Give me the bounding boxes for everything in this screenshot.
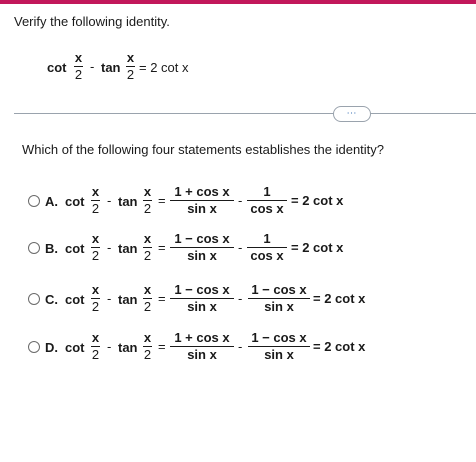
frac-x-over-2 (91, 185, 100, 215)
frac-den: sin x (264, 347, 294, 362)
option-letter: B. (45, 241, 58, 256)
frac-num: x (143, 282, 152, 297)
minus-sign: - (238, 240, 243, 255)
frac-den: 2 (143, 248, 152, 263)
frac-num: x (91, 184, 100, 199)
cot-label: cot (47, 60, 67, 75)
option-result: = 2 cot x (291, 240, 344, 255)
frac-x-over-2 (143, 232, 152, 262)
frac-x-over-2 (143, 331, 152, 361)
frac-den: 2 (91, 201, 100, 216)
identity-frac-1 (74, 51, 83, 81)
frac-num: 1 − cos x (251, 330, 307, 345)
frac-den: 2 (143, 201, 152, 216)
tan-label: tan (118, 292, 138, 307)
cot-label: cot (65, 340, 85, 355)
identity-rhs: = 2 cot x (139, 60, 189, 75)
tan-label: tan (118, 340, 138, 355)
frac-den: 2 (74, 67, 83, 82)
option-letter: A. (45, 194, 58, 209)
frac-num: x (143, 184, 152, 199)
option-letter: D. (45, 340, 58, 355)
fraction-2 (247, 185, 287, 215)
identity-frac-2 (126, 51, 135, 81)
fraction-2 (248, 283, 310, 313)
minus-sign: - (107, 291, 112, 306)
minus-sign: - (107, 339, 112, 354)
frac-num: 1 + cos x (174, 330, 230, 345)
frac-x-over-2 (91, 283, 100, 313)
equals-sign: = (158, 240, 166, 255)
equals-sign: = (158, 291, 166, 306)
cot-label: cot (65, 194, 85, 209)
option-result: = 2 cot x (313, 339, 366, 354)
instruction-text: Verify the following identity. (14, 14, 170, 29)
frac-den: sin x (264, 299, 294, 314)
frac-x-over-2 (91, 232, 100, 262)
frac-num: x (91, 231, 100, 246)
radio-button[interactable] (28, 341, 40, 353)
minus-sign: - (107, 240, 112, 255)
frac-den: 2 (91, 248, 100, 263)
cot-label: cot (65, 292, 85, 307)
frac-num: 1 − cos x (174, 231, 230, 246)
tan-label: tan (101, 60, 121, 75)
cot-label: cot (65, 241, 85, 256)
frac-x-over-2 (143, 185, 152, 215)
frac-den: cos x (250, 248, 284, 263)
option-result: = 2 cot x (313, 291, 366, 306)
frac-num: 1 (263, 184, 271, 199)
frac-x-over-2 (143, 283, 152, 313)
minus-sign: - (238, 339, 243, 354)
frac-num: 1 − cos x (174, 282, 230, 297)
frac-num: 1 (263, 231, 271, 246)
frac-den: 2 (143, 299, 152, 314)
frac-den: 2 (91, 347, 100, 362)
option-letter: C. (45, 292, 58, 307)
frac-num: 1 − cos x (251, 282, 307, 297)
radio-button[interactable] (28, 242, 40, 254)
top-accent-bar (0, 0, 476, 4)
equals-sign: = (158, 193, 166, 208)
fraction-2 (247, 232, 287, 262)
section-divider (14, 113, 476, 114)
minus-sign: - (238, 193, 243, 208)
option-result: = 2 cot x (291, 193, 344, 208)
radio-button[interactable] (28, 293, 40, 305)
fraction-1 (170, 185, 234, 215)
frac-num: x (91, 330, 100, 345)
minus-sign: - (90, 59, 95, 74)
frac-num: x (143, 231, 152, 246)
frac-num: x (143, 330, 152, 345)
equals-sign: = (158, 339, 166, 354)
more-options-button[interactable]: ⋯ (333, 106, 371, 122)
frac-den: sin x (187, 299, 217, 314)
fraction-1 (170, 283, 234, 313)
fraction-1 (170, 331, 234, 361)
frac-x-over-2 (91, 331, 100, 361)
frac-den: 2 (126, 67, 135, 82)
frac-num: 1 + cos x (174, 184, 230, 199)
frac-num: x (74, 50, 83, 65)
frac-den: 2 (143, 347, 152, 362)
tan-label: tan (118, 194, 138, 209)
tan-label: tan (118, 241, 138, 256)
question-prompt: Which of the following four statements establishes the identity? (22, 142, 385, 157)
minus-sign: - (238, 291, 243, 306)
frac-den: sin x (187, 201, 217, 216)
radio-button[interactable] (28, 195, 40, 207)
frac-num: x (126, 50, 135, 65)
frac-den: cos x (250, 201, 284, 216)
frac-den: 2 (91, 299, 100, 314)
minus-sign: - (107, 193, 112, 208)
frac-den: sin x (187, 347, 217, 362)
fraction-2 (248, 331, 310, 361)
frac-den: sin x (187, 248, 217, 263)
fraction-1 (170, 232, 234, 262)
frac-num: x (91, 282, 100, 297)
